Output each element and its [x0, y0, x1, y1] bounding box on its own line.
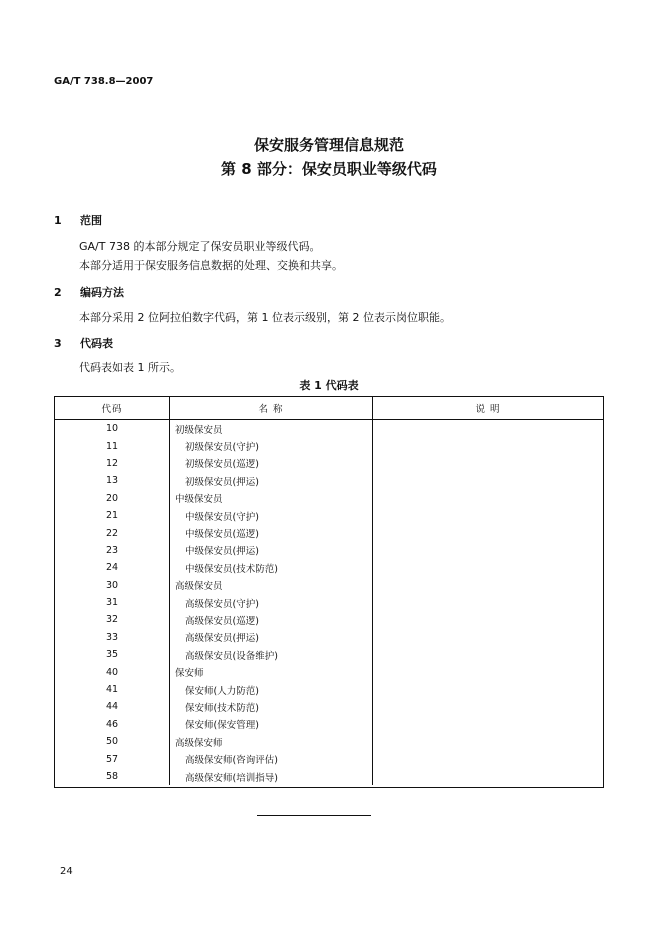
standard-number: GA/T 738.8—2007 — [54, 76, 154, 87]
cell-code: 41 — [55, 681, 170, 698]
cell-name-text: 中级保安员 — [175, 494, 223, 506]
cell-name-text: 保安师 — [175, 668, 204, 680]
paragraph: 代码表如表 1 所示。 — [79, 361, 181, 374]
cell-description — [373, 455, 604, 472]
header-code: 代码 — [55, 397, 170, 420]
cell-name — [170, 768, 373, 785]
section-number: 3 — [54, 337, 62, 350]
table-row — [55, 507, 603, 524]
cell-name-text: 中级保安员(巡逻) — [185, 529, 259, 541]
cell-name — [170, 472, 373, 489]
table-row — [55, 663, 603, 680]
cell-code: 32 — [55, 611, 170, 628]
cell-name — [170, 542, 373, 559]
cell-name — [170, 663, 373, 680]
cell-name-text: 保安师(保安管理) — [185, 720, 259, 732]
table-row — [55, 768, 603, 785]
header-description: 说 明 — [373, 397, 604, 420]
cell-code: 40 — [55, 663, 170, 680]
table-row — [55, 472, 603, 489]
cell-name-text: 初级保安员(守护) — [185, 442, 259, 454]
table-row — [55, 420, 603, 438]
cell-name-text: 中级保安员(技术防范) — [185, 563, 278, 575]
table-row — [55, 437, 603, 454]
section-heading-scope — [54, 212, 102, 228]
table-caption: 表 1 代码表 — [299, 379, 359, 392]
cell-description — [373, 733, 604, 750]
cell-description — [373, 750, 604, 767]
cell-name-text: 高级保安员(守护) — [185, 598, 259, 610]
table-row — [55, 490, 603, 507]
table-row — [55, 750, 603, 767]
cell-name-text: 中级保安员(押运) — [185, 546, 259, 558]
cell-description — [373, 437, 604, 454]
paragraph: GA/T 738 的本部分规定了保安员职业等级代码。 — [79, 240, 321, 253]
table-row — [55, 559, 603, 576]
cell-description — [373, 768, 604, 785]
table-row — [55, 681, 603, 698]
cell-code: 23 — [55, 542, 170, 559]
cell-name — [170, 559, 373, 576]
cell-description — [373, 646, 604, 663]
header-name: 名 称 — [170, 397, 373, 420]
table-row — [55, 646, 603, 663]
paragraph: 本部分采用 2 位阿拉伯数字代码，第 1 位表示级别，第 2 位表示岗位职能。 — [79, 311, 451, 324]
cell-name — [170, 611, 373, 628]
table-row — [55, 733, 603, 750]
cell-code: 13 — [55, 472, 170, 489]
table-body — [55, 420, 603, 786]
cell-description — [373, 698, 604, 715]
table-row — [55, 524, 603, 541]
cell-code: 31 — [55, 594, 170, 611]
cell-code: 21 — [55, 507, 170, 524]
cell-name-text: 高级保安员(押运) — [185, 633, 259, 645]
cell-name-text: 初级保安员 — [175, 424, 223, 436]
document-title: 保安服务管理信息规范 — [253, 136, 404, 154]
cell-name-text: 保安师(技术防范) — [185, 702, 259, 714]
cell-code: 58 — [55, 768, 170, 785]
section-title: 编码方法 — [80, 286, 124, 299]
cell-description — [373, 542, 604, 559]
code-table-frame — [54, 396, 604, 788]
table-row — [55, 611, 603, 628]
section-title: 代码表 — [80, 337, 113, 350]
cell-description — [373, 577, 604, 594]
cell-description — [373, 594, 604, 611]
cell-code: 24 — [55, 559, 170, 576]
table-row — [55, 629, 603, 646]
cell-code: 44 — [55, 698, 170, 715]
cell-name-text: 高级保安员 — [175, 581, 223, 593]
cell-name — [170, 524, 373, 541]
table-row — [55, 542, 603, 559]
cell-name — [170, 455, 373, 472]
cell-name-text: 中级保安员(守护) — [185, 511, 259, 523]
document-subtitle: 第 8 部分：保安员职业等级代码 — [221, 160, 437, 178]
cell-code: 46 — [55, 716, 170, 733]
cell-description — [373, 490, 604, 507]
cell-code: 20 — [55, 490, 170, 507]
cell-code: 11 — [55, 437, 170, 454]
section-title: 范围 — [80, 214, 102, 227]
table-row — [55, 594, 603, 611]
cell-description — [373, 629, 604, 646]
cell-description — [373, 663, 604, 680]
cell-name — [170, 490, 373, 507]
page-number: 24 — [60, 866, 73, 877]
cell-name — [170, 594, 373, 611]
cell-name — [170, 420, 373, 438]
cell-description — [373, 611, 604, 628]
cell-name — [170, 681, 373, 698]
cell-code: 30 — [55, 577, 170, 594]
cell-description — [373, 681, 604, 698]
cell-name-text: 初级保安员(巡逻) — [185, 459, 259, 471]
cell-name-text: 保安师(人力防范) — [185, 685, 259, 697]
end-rule — [257, 815, 371, 816]
section-number: 2 — [54, 286, 62, 299]
cell-name-text: 高级保安师(培训指导) — [185, 772, 278, 784]
cell-name — [170, 733, 373, 750]
cell-description — [373, 420, 604, 438]
cell-description — [373, 559, 604, 576]
cell-description — [373, 716, 604, 733]
cell-name-text: 高级保安师(咨询评估) — [185, 755, 278, 767]
cell-name — [170, 507, 373, 524]
cell-code: 22 — [55, 524, 170, 541]
section-number: 1 — [54, 214, 62, 227]
table-row — [55, 716, 603, 733]
cell-name — [170, 698, 373, 715]
cell-name — [170, 437, 373, 454]
cell-code: 12 — [55, 455, 170, 472]
cell-name — [170, 750, 373, 767]
cell-description — [373, 472, 604, 489]
cell-name-text: 高级保安员(巡逻) — [185, 615, 259, 627]
section-heading-code-table — [54, 335, 113, 351]
section-heading-coding-method — [54, 284, 124, 300]
cell-name-text: 高级保安师 — [175, 737, 223, 749]
table-row — [55, 455, 603, 472]
cell-name — [170, 646, 373, 663]
paragraph: 本部分适用于保安服务信息数据的处理、交换和共享。 — [79, 259, 343, 272]
cell-code: 33 — [55, 629, 170, 646]
cell-code: 10 — [55, 420, 170, 438]
cell-name-text: 初级保安员(押运) — [185, 476, 259, 488]
cell-name-text: 高级保安员(设备维护) — [185, 650, 278, 662]
table-row — [55, 577, 603, 594]
cell-name — [170, 629, 373, 646]
cell-description — [373, 524, 604, 541]
cell-code: 35 — [55, 646, 170, 663]
cell-name — [170, 577, 373, 594]
cell-code: 57 — [55, 750, 170, 767]
code-table — [55, 397, 603, 785]
cell-code: 50 — [55, 733, 170, 750]
cell-name — [170, 716, 373, 733]
table-row — [55, 698, 603, 715]
table-header-row — [55, 397, 603, 420]
cell-description — [373, 507, 604, 524]
